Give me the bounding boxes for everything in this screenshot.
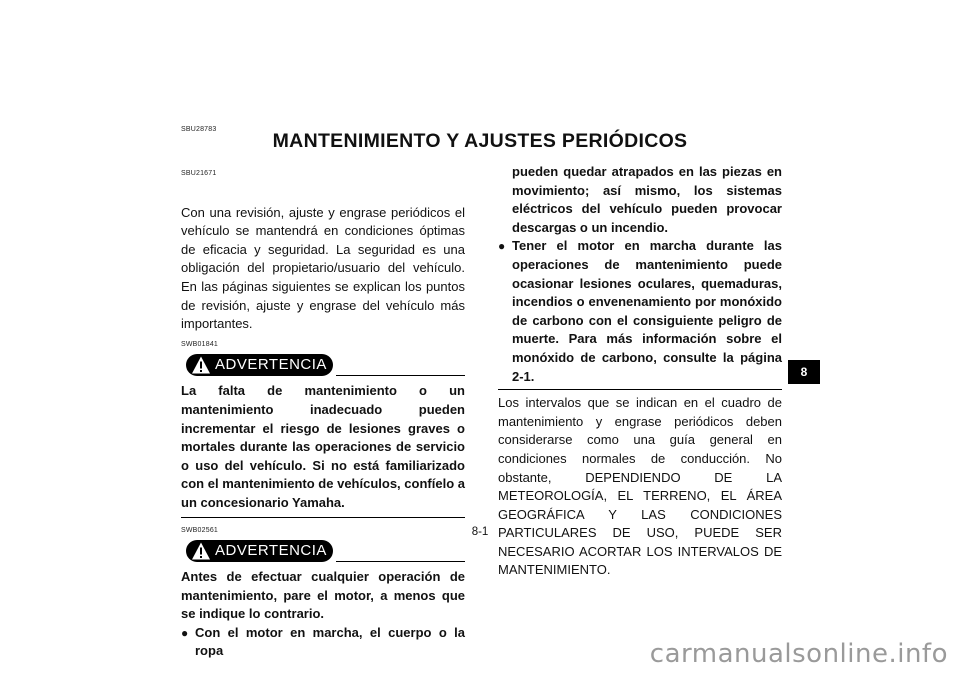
section-code: SBU28783 — [181, 126, 217, 133]
warning1-badge — [186, 354, 333, 376]
warning-triangle-icon — [191, 541, 211, 561]
bullet-dot-icon: ● — [181, 625, 189, 640]
page-number: 8-1 — [471, 526, 489, 538]
right-column — [498, 163, 782, 580]
warning1-code: SWB01841 — [181, 340, 219, 348]
warning1-text: La falta de mantenimiento o un mantenimiento inadecuado pueden incrementar el riesgo de lesiones graves o mortales durante las operaciones de servicio o uso del vehículo. Si no está familiarizado con el mantenimiento de vehículos, confíelo a un concesionario Yamaha. — [181, 383, 465, 510]
bullet-item-1-start: ● Con el motor en marcha, el cuerpo o la ropa — [181, 624, 465, 661]
warning1-bottom-rule — [181, 517, 465, 518]
warning2-bottom-rule — [498, 389, 782, 390]
intro-paragraph: Con una revisión, ajuste y engrase periódicos el vehículo se mantendrá en condiciones óptimas de eficacia y seguridad. La seguridad es una obligación del propietario/usuario del vehículo. En las páginas siguientes se explican los puntos de revisión, ajuste y engrase del vehículo más importantes. — [181, 204, 465, 332]
warning2-code: SWB02561 — [181, 526, 219, 534]
warning2-label: ADVERTENCIA — [215, 541, 327, 559]
warning1-header — [181, 354, 465, 380]
warning2-text: Antes de efectuar cualquier operación de mantenimiento, pare el motor, a menos que se indique lo contrario. — [181, 569, 465, 622]
bullet-dot-icon: ● — [498, 239, 506, 254]
warning1-label: ADVERTENCIA — [215, 356, 327, 374]
left-column — [181, 165, 465, 661]
intro-code: SBU21671 — [181, 170, 217, 177]
bullet-item-1-continued: pueden quedar atrapados en las piezas en movimiento; así mismo, los sistemas eléctricos del vehículo pueden provocar descargas o un incendio. — [512, 164, 782, 235]
page-title: MANTENIMIENTO Y AJUSTES PERIÓDICOS — [272, 130, 688, 152]
warning-triangle-icon — [191, 355, 211, 375]
bullet-item-2: ● Tener el motor en marcha durante las operaciones de mantenimiento puede ocasionar lesiones oculares, quemaduras, incendios o envenenamiento por monóxido de carbono con el consiguiente peligro de muerte. Para más información sobre el monóxido de carbono, consulte la página 2-1. — [498, 237, 782, 386]
chapter-tab: 8 — [788, 360, 820, 384]
warning2-header — [181, 540, 465, 566]
intervals-paragraph: Los intervalos que se indican en el cuadro de mantenimiento y engrase periódicos deben considerarse como una guía general en condiciones normales de conducción. No obstante, DEPENDIENDO DE LA METEOROLOGÍA, EL TERRENO, EL ÁREA GEOGRÁFICA Y LAS CONDICIONES PARTICULARES DE USO, PUEDE SER NECESARIO ACORTAR LOS INTERVALOS DE MANTENIMIENTO. — [498, 395, 782, 578]
footer-watermark: carmanualsonline.info — [649, 639, 948, 669]
warning2-badge — [186, 540, 333, 562]
warning1-rule — [336, 375, 465, 376]
warning2-rule — [336, 561, 465, 562]
